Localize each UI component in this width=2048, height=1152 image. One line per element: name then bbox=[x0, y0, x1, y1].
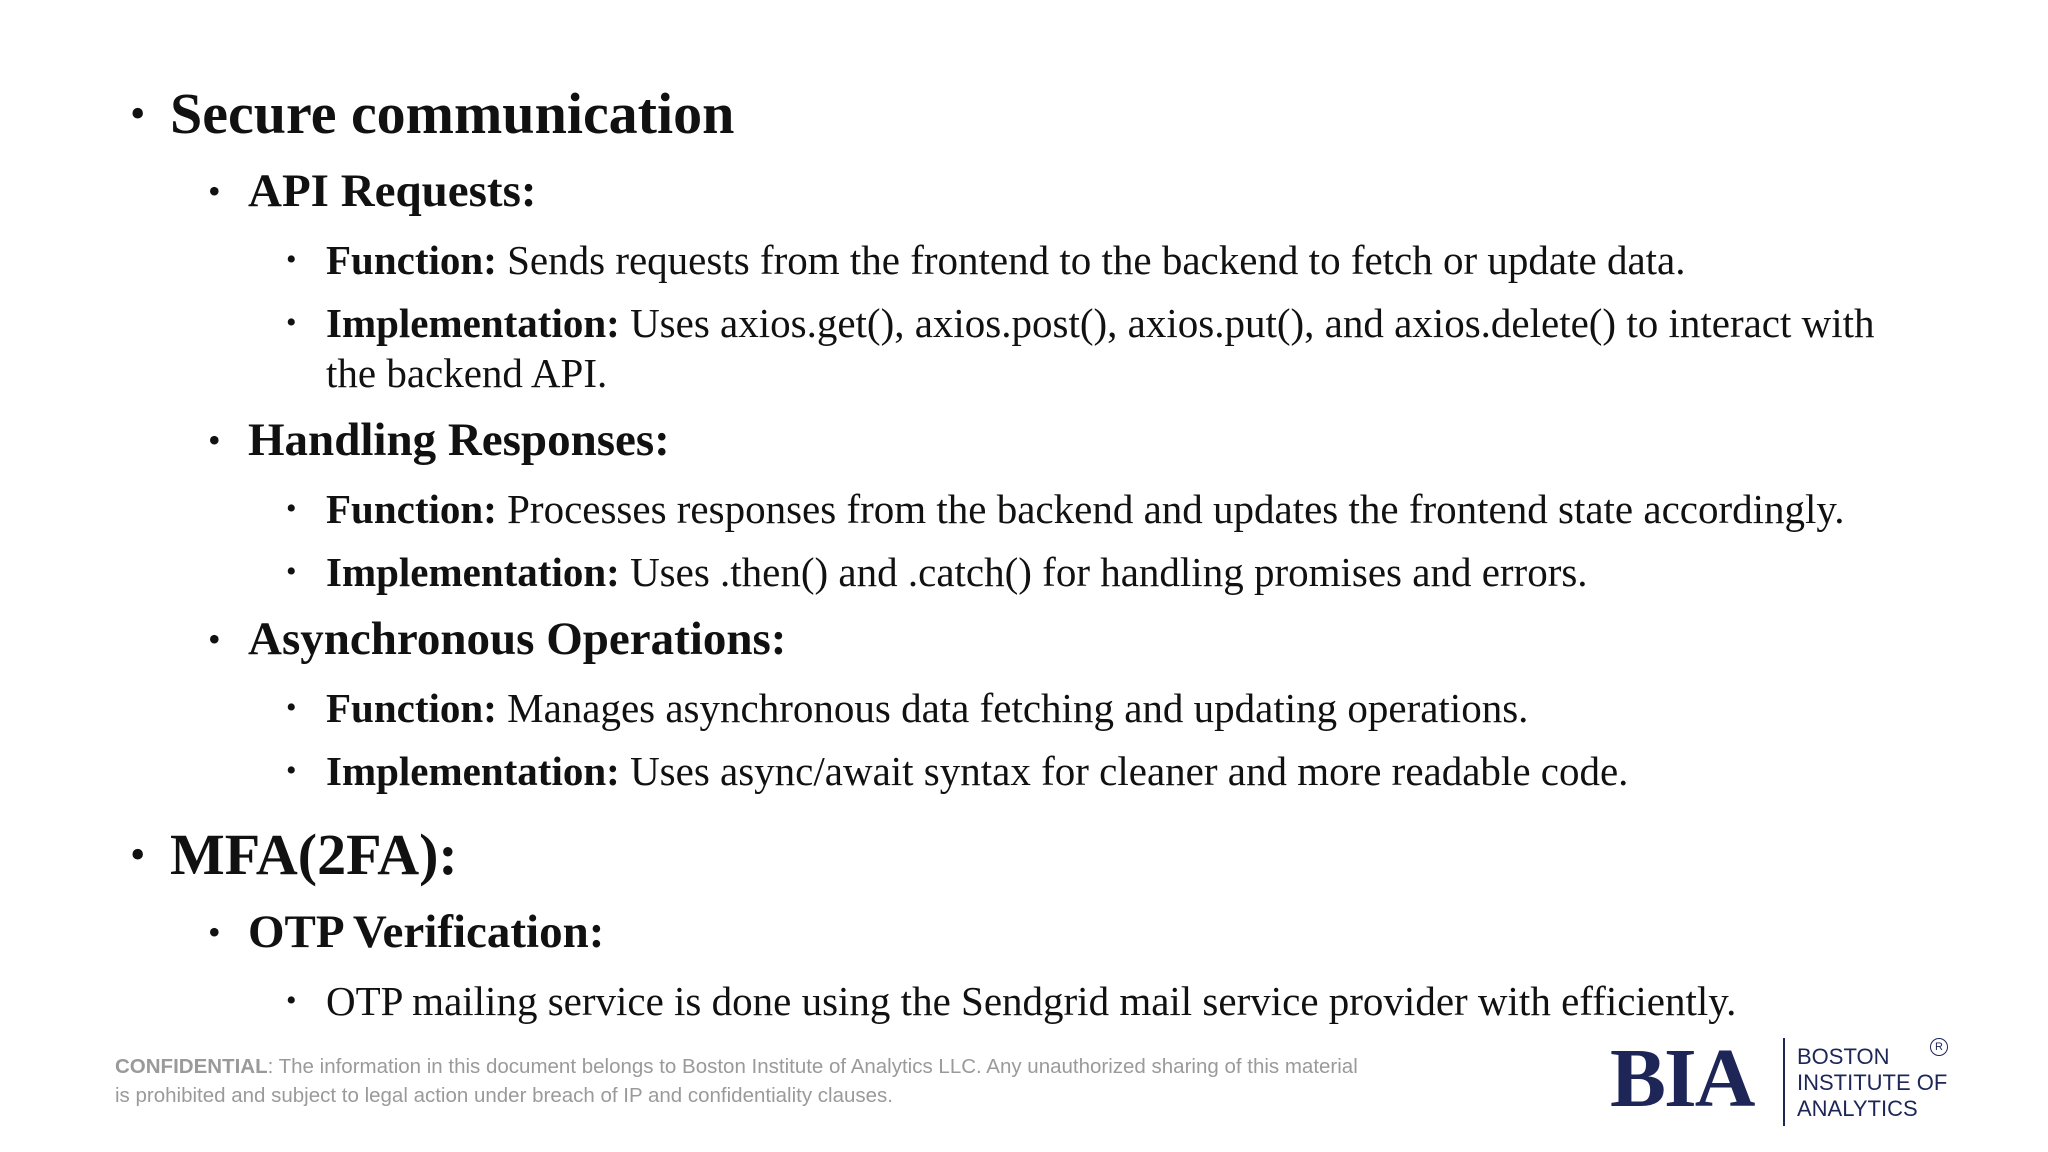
subheading-row bbox=[208, 906, 604, 958]
logo-line-3: ANALYTICS bbox=[1797, 1096, 1918, 1121]
list-item bbox=[286, 484, 2006, 534]
list-item bbox=[286, 683, 1528, 733]
bullet-icon: • bbox=[286, 754, 297, 787]
list-item-body: Processes responses from the backend and updates the frontend state accordingly. bbox=[496, 486, 1845, 532]
list-item-label: Implementation: bbox=[326, 549, 620, 595]
bullet-icon: • bbox=[208, 171, 221, 211]
list-item-text bbox=[326, 976, 1736, 1026]
list-item bbox=[286, 235, 1685, 285]
bullet-icon: • bbox=[286, 984, 297, 1017]
list-item-body: Uses axios.get(), axios.post(), axios.put(), and axios.delete() to interact with the backend API. bbox=[326, 300, 1875, 396]
subheading-row bbox=[208, 613, 786, 665]
bullet-icon: • bbox=[208, 912, 221, 952]
list-item-text bbox=[326, 298, 1886, 398]
logo-mark: BIA bbox=[1610, 1032, 1754, 1125]
bullet-icon: • bbox=[286, 243, 297, 276]
list-item-text bbox=[326, 746, 1628, 796]
subheading-row bbox=[208, 414, 670, 466]
confidential-label: CONFIDENTIAL bbox=[115, 1055, 268, 1078]
bullet-icon: • bbox=[208, 420, 221, 460]
confidential-text: : The information in this document belongs to Boston Institute of Analytics LLC. Any unauthorized sharing of this material is prohibited and subject to legal action under breach of IP and confidentiality clauses. bbox=[115, 1055, 1358, 1107]
registered-icon: R bbox=[1930, 1038, 1948, 1056]
subheading: API Requests: bbox=[248, 165, 537, 217]
section-heading-row bbox=[130, 81, 735, 146]
list-item-label: Function: bbox=[326, 685, 497, 731]
list-item-label: Implementation: bbox=[326, 300, 620, 346]
bullet-icon: • bbox=[208, 619, 221, 659]
list-item-text bbox=[326, 484, 1845, 534]
confidentiality-notice bbox=[115, 1052, 1365, 1110]
bullet-icon: • bbox=[286, 555, 297, 588]
list-item-label: Function: bbox=[326, 486, 497, 532]
list-item bbox=[286, 746, 1628, 796]
bullet-icon: • bbox=[286, 306, 297, 339]
list-item-body: Sends requests from the frontend to the backend to fetch or update data. bbox=[496, 237, 1686, 283]
list-item-label: Implementation: bbox=[326, 748, 620, 794]
logo-line-1: BOSTON bbox=[1797, 1044, 1890, 1069]
list-item-body: Uses async/await syntax for cleaner and more readable code. bbox=[619, 748, 1629, 794]
logo-wordmark bbox=[1797, 1044, 1947, 1122]
bia-logo bbox=[1610, 1030, 1950, 1130]
list-item bbox=[286, 976, 1736, 1026]
bullet-icon: • bbox=[130, 89, 146, 138]
list-item-body: Manages asynchronous data fetching and updating operations. bbox=[496, 685, 1529, 731]
logo-divider bbox=[1783, 1038, 1785, 1126]
subheading: Handling Responses: bbox=[248, 414, 670, 466]
list-item bbox=[286, 547, 1588, 597]
subheading: Asynchronous Operations: bbox=[248, 613, 787, 665]
list-item-text bbox=[326, 547, 1588, 597]
list-item-body: Uses .then() and .catch() for handling promises and errors. bbox=[619, 549, 1588, 595]
list-item-text bbox=[326, 683, 1528, 733]
bullet-icon: • bbox=[286, 691, 297, 724]
bullet-icon: • bbox=[286, 492, 297, 525]
list-item bbox=[286, 298, 1886, 398]
subheading: OTP Verification: bbox=[248, 906, 605, 958]
section-heading: Secure communication bbox=[170, 81, 735, 146]
list-item-text bbox=[326, 235, 1685, 285]
logo-line-2: INSTITUTE OF bbox=[1797, 1070, 1948, 1095]
bullet-icon: • bbox=[130, 830, 146, 879]
list-item-body: OTP mailing service is done using the Sendgrid mail service provider with efficiently. bbox=[326, 978, 1737, 1024]
list-item-label: Function: bbox=[326, 237, 497, 283]
section-heading: MFA(2FA): bbox=[170, 822, 458, 887]
subheading-row bbox=[208, 165, 537, 217]
section-heading-row bbox=[130, 822, 458, 887]
